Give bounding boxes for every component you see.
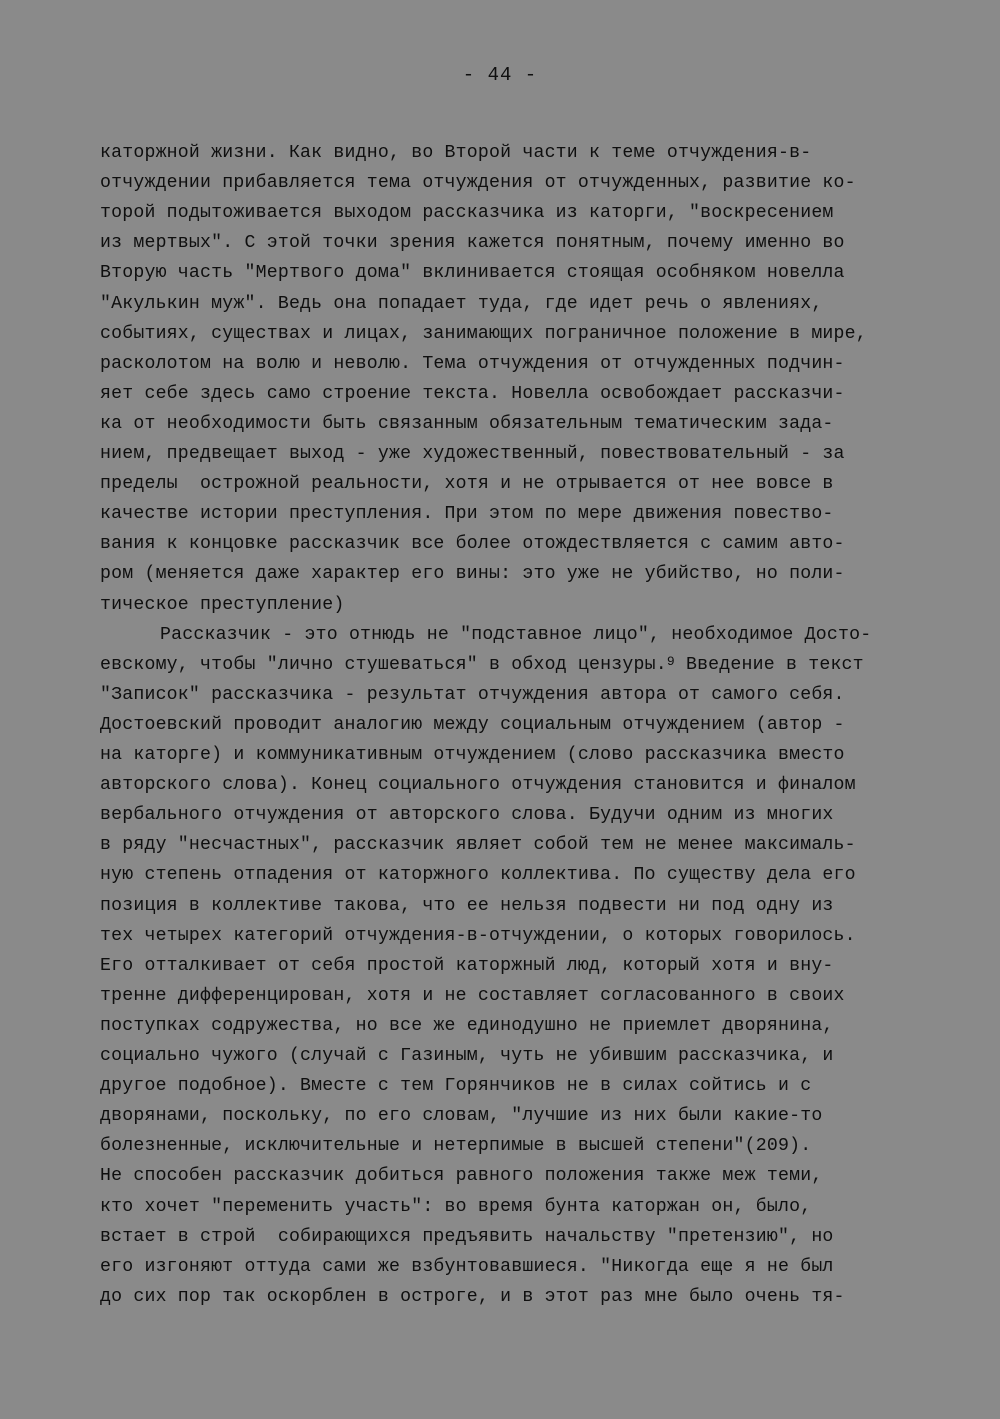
text-line — [160, 620, 871, 650]
text-line — [100, 981, 845, 1011]
text-line — [100, 349, 845, 379]
line-text: позиция в коллективе такова, что ее нельзя подвести ни под одну из — [100, 895, 834, 916]
text-line — [100, 1101, 822, 1131]
text-line — [100, 1011, 834, 1041]
line-text: ка от необходимости быть связанным обязательным тематическим зада- — [100, 413, 834, 434]
text-line — [100, 590, 345, 620]
text-line — [100, 1282, 845, 1312]
line-text: встает в строй собирающихся предъявить начальству "претензию", но — [100, 1226, 834, 1247]
line-text: торой подытоживается выходом рассказчика из каторги, "воскресением — [100, 203, 834, 224]
line-text: качестве истории преступления. При этом по мере движения повество- — [100, 504, 834, 525]
line-text: событиях, существах и лицах, занимающих пограничное положение в мире, — [100, 323, 867, 344]
text-line — [100, 1041, 834, 1071]
line-text: тех четырех категорий отчуждения-в-отчуждении, о которых говорилось. — [100, 925, 856, 946]
line-text: Достоевский проводит аналогию между социальным отчуждением (автор - — [100, 714, 845, 735]
line-text: из мертвых". С этой точки зрения кажется понятным, почему именно во — [100, 233, 845, 254]
text-line — [100, 891, 834, 921]
line-text: дворянами, поскольку, по его словам, "лучшие из них были какие-то — [100, 1106, 823, 1127]
line-text: ную степень отпадения от каторжного коллектива. По существу дела его — [100, 865, 856, 886]
line-text: Его отталкивает от себя простой каторжный люд, который хотя и вну- — [100, 955, 834, 976]
line-text: на каторге) и коммуникативным отчуждением (слово рассказчика вместо — [100, 745, 845, 765]
text-line — [100, 529, 845, 559]
line-text: Не способен рассказчик добиться равного положения также меж теми, — [100, 1166, 823, 1187]
line-text: болезненные, исключительные и нетерпимые в высшей степени"(209). — [100, 1136, 812, 1157]
line-text: евскому, чтобы "лично стушеваться" в обход цензуры. — [100, 654, 667, 675]
text-line — [100, 1222, 834, 1252]
line-text: поступках содружества, но все же единодушно не приемлет дворянина, — [100, 1015, 834, 1036]
text-line — [100, 138, 811, 168]
line-text: в ряду "несчастных", рассказчик являет собой тем не менее максималь- — [100, 835, 856, 856]
text-line — [100, 1131, 811, 1161]
line-text: его изгоняют оттуда сами же взбунтовавшиеся. "Никогда еще я не был — [100, 1256, 834, 1277]
text-line — [100, 680, 845, 710]
line-text: Рассказчик - это отнюдь не "подставное лицо", необходимое Досто- — [160, 624, 872, 645]
text-line — [100, 168, 856, 198]
text-line — [100, 499, 834, 529]
text-line — [100, 439, 845, 469]
text-line — [100, 198, 834, 228]
text-line — [100, 860, 856, 890]
text-line — [100, 469, 834, 499]
text-line — [100, 258, 845, 288]
text-line — [100, 830, 856, 860]
line-text: "Акулькин муж". Ведь она попадает туда, где идет речь о явлениях, — [100, 293, 823, 314]
line-text: яет себе здесь само строение текста. Новелла освобождает рассказчи- — [100, 383, 845, 404]
line-text: кто хочет "переменить участь": во время бунта каторжан он, было, — [100, 1196, 812, 1217]
line-text: тренне дифференцирован, хотя и не составляет согласованного в своих — [100, 985, 845, 1006]
text-line — [100, 319, 867, 349]
text-line — [100, 740, 845, 770]
line-text: до сих пор так оскорблен в остроге, и в этот раз мне было очень тя- — [100, 1286, 845, 1307]
line-text: другое подобное). Вместе с тем Горянчиков не в силах сойтись и с — [100, 1076, 812, 1097]
line-text: тическое преступление) — [100, 594, 345, 615]
line-text: Вторую часть "Мертвого дома" вклинивается стоящая особняком новелла — [100, 263, 845, 284]
page-number: - 44 - — [462, 64, 538, 86]
line-text: отчуждении прибавляется тема отчуждения от отчужденных, развитие ко- — [100, 173, 856, 194]
text-line — [100, 650, 864, 680]
line-text-continued: Введение в текст — [674, 654, 864, 675]
line-text: пределы острожной реальности, хотя и не отрывается от нее вовсе в — [100, 474, 834, 495]
text-line — [100, 228, 845, 258]
footnote-marker: 9 — [666, 653, 675, 669]
text-line — [100, 800, 834, 830]
line-text: вания к концовке рассказчик все более отождествляется с самим авто- — [100, 534, 845, 555]
text-line — [100, 289, 822, 319]
text-line — [100, 921, 856, 951]
line-text: авторского слова). Конец социального отчуждения становится и финалом — [100, 775, 856, 796]
text-line — [100, 559, 845, 589]
text-line — [100, 1252, 834, 1282]
line-text: социально чужого (случай с Газиным, чуть не убившим рассказчика, и — [100, 1046, 834, 1066]
text-line — [100, 951, 834, 981]
text-line — [100, 1192, 811, 1222]
text-line — [100, 1161, 822, 1191]
line-text: ром (меняется даже характер его вины: это уже не убийство, но поли- — [100, 564, 845, 585]
line-text: нием, предвещает выход - уже художественный, повествовательный - за — [100, 444, 845, 464]
text-line — [100, 770, 856, 800]
text-line — [100, 710, 845, 740]
text-line — [100, 379, 845, 409]
text-line — [100, 1071, 811, 1101]
line-text: каторжной жизни. Как видно, во Второй части к теме отчуждения-в- — [100, 143, 812, 163]
line-text: расколотом на волю и неволю. Тема отчуждения от отчужденных подчин- — [100, 353, 845, 374]
line-text: "Записок" рассказчика - результат отчуждения автора от самого себя. — [100, 684, 845, 705]
line-text: вербального отчуждения от авторского слова. Будучи одним из многих — [100, 805, 834, 826]
text-line — [100, 409, 834, 439]
